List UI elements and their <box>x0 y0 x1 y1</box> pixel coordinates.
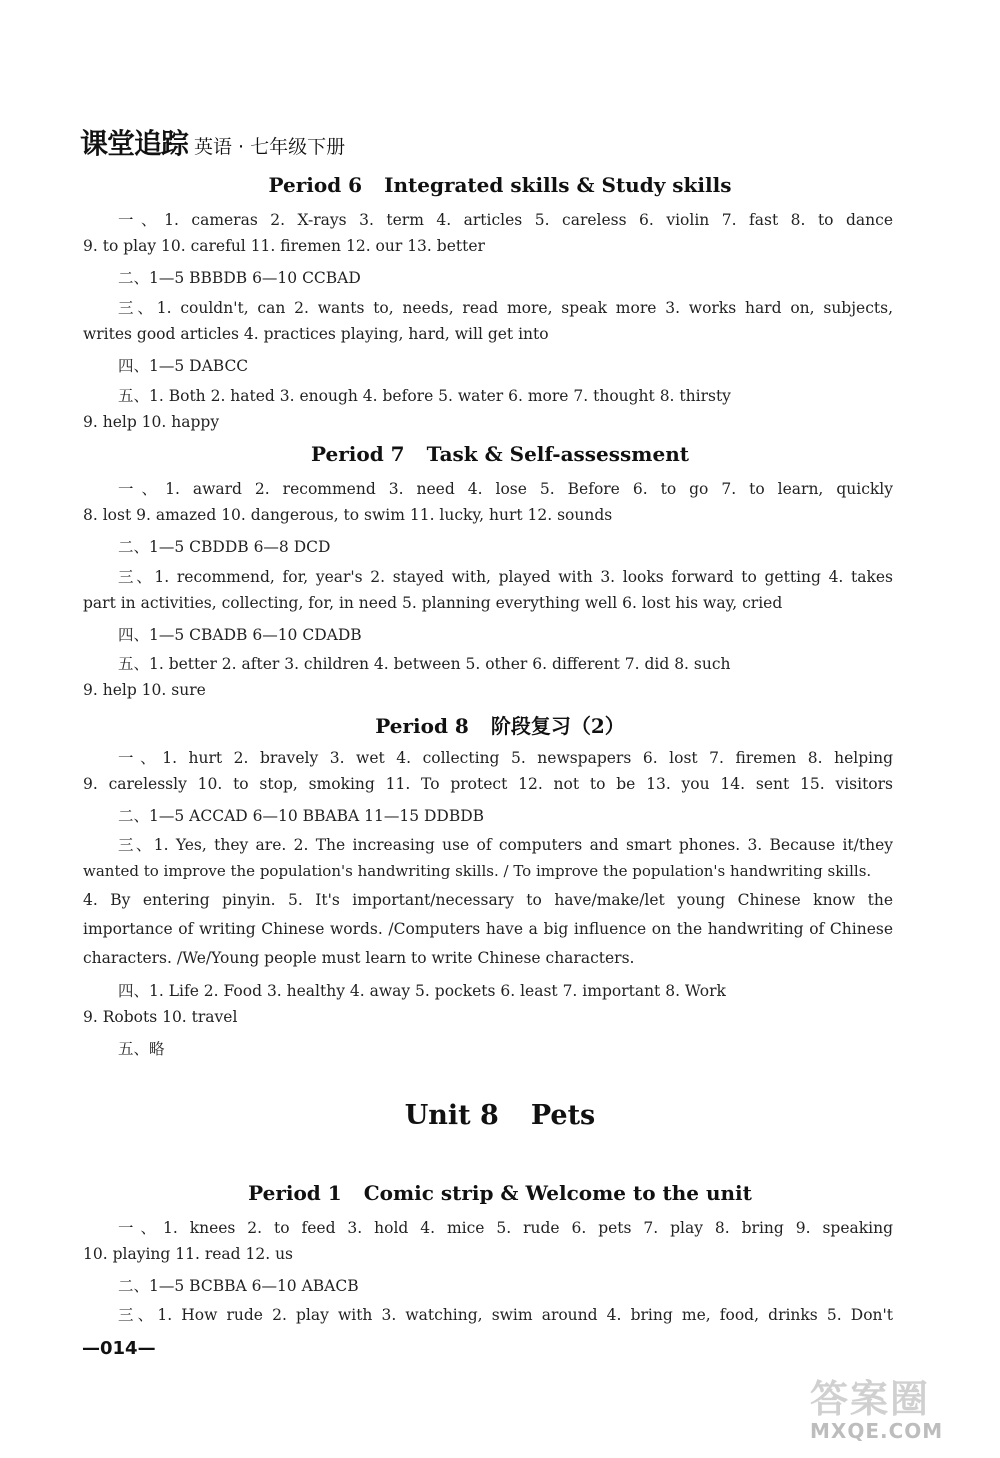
period7-line-1: 一、1. award 2. recommend 3. need 4. lose 5. Before 6. to go 7. to learn, quickly <box>118 480 893 498</box>
period6-line-8: 9. help 10. happy <box>83 413 220 431</box>
period8-line-5: wanted to improve the population's handwriting skills. / To improve the population's handwriting skills. <box>83 862 872 880</box>
period6-line-7: 五、1. Both 2. hated 3. enough 4. before 5. water 6. more 7. thought 8. thirsty <box>118 387 731 405</box>
period1-title <box>0 1181 1000 1205</box>
period8-line-1: 一、1. hurt 2. bravely 3. wet 4. collecting 5. newspapers 6. lost 7. firemen 8. helping <box>118 749 893 767</box>
period6-line-6: 四、1—5 DABCC <box>118 357 249 375</box>
period1-line-1: 一、1. knees 2. to feed 3. hold 4. mice 5. rude 6. pets 7. play 8. bring 9. speaking <box>118 1219 893 1237</box>
period8-line-7: importance of writing Chinese words. /Computers have a big influence on the handwriting of Chinese <box>83 920 893 938</box>
book-subject: 英语 · 七年级下册 <box>194 136 346 158</box>
period1-number: Period 1 <box>248 1181 342 1205</box>
period1-name: Comic strip & Welcome to the unit <box>363 1181 752 1205</box>
unit8-title <box>0 1100 1000 1131</box>
period7-line-4: 三、1. recommend, for, year's 2. stayed with, played with 3. looks forward to getting 4. takes <box>118 568 893 586</box>
period6-line-1: 一、1. cameras 2. X-rays 3. term 4. articles 5. careless 6. violin 7. fast 8. to dance <box>118 211 893 229</box>
period7-line-3: 二、1—5 CBDDB 6—8 DCD <box>118 538 331 556</box>
period7-line-5: part in activities, collecting, for, in need 5. planning everything well 6. lost his way, cried <box>83 594 783 612</box>
book-brand: 课堂追踪 <box>80 127 189 160</box>
period8-number: Period 8 <box>375 714 469 738</box>
unit8-name: Pets <box>530 1100 596 1131</box>
period6-line-2: 9. to play 10. careful 11. firemen 12. our 13. better <box>83 237 485 255</box>
period7-line-8: 9. help 10. sure <box>83 681 206 699</box>
period6-line-3: 二、1—5 BBBDB 6—10 CCBAD <box>118 269 361 287</box>
page-number: —014— <box>82 1338 156 1359</box>
period1-line-4: 三、1. How rude 2. play with 3. watching, swim around 4. bring me, food, drinks 5. Don't <box>118 1306 893 1324</box>
period1-line-2: 10. playing 11. read 12. us <box>83 1245 294 1263</box>
unit8-number: Unit 8 <box>404 1100 499 1131</box>
period8-name: 阶段复习（2） <box>490 714 625 738</box>
period7-title <box>0 442 1000 466</box>
period6-line-5: writes good articles 4. practices playing, hard, will get into <box>83 325 549 343</box>
period6-name: Integrated skills & Study skills <box>384 173 732 197</box>
period7-name: Task & Self-assessment <box>426 442 689 466</box>
period7-number: Period 7 <box>311 442 405 466</box>
period6-title <box>0 173 1000 197</box>
period6-number: Period 6 <box>268 173 363 197</box>
period7-line-6: 四、1—5 CBADB 6—10 CDADB <box>118 626 362 644</box>
period6-line-4: 三、1. couldn't, can 2. wants to, needs, read more, speak more 3. works hard on, subjects, <box>118 299 893 317</box>
period8-line-3: 二、1—5 ACCAD 6—10 BBABA 11—15 DDBDB <box>118 807 485 825</box>
period7-line-2: 8. lost 9. amazed 10. dangerous, to swim 11. lucky, hurt 12. sounds <box>83 506 613 524</box>
book-header <box>80 122 345 162</box>
period8-line-10: 9. Robots 10. travel <box>83 1008 238 1026</box>
site-watermark <box>810 1368 990 1448</box>
period8-line-6: 4. By entering pinyin. 5. It's important/necessary to have/make/let young Chinese know the <box>83 891 893 909</box>
period8-line-9: 四、1. Life 2. Food 3. healthy 4. away 5. pockets 6. least 7. important 8. Work <box>118 982 726 1000</box>
period8-line-8: characters. /We/Young people must learn to write Chinese characters. <box>83 949 635 967</box>
period1-line-3: 二、1—5 BCBBA 6—10 ABACB <box>118 1277 359 1295</box>
watermark-url: MXQE.COM <box>810 1419 944 1443</box>
period8-line-4: 三、1. Yes, they are. 2. The increasing use of computers and smart phones. 3. Because it/they <box>118 836 893 854</box>
period8-title <box>0 710 1000 739</box>
period8-line-11: 五、略 <box>118 1040 165 1058</box>
period8-line-2: 9. carelessly 10. to stop, smoking 11. To protect 12. not to be 13. you 14. sent 15. visitors <box>83 775 893 793</box>
period7-line-7: 五、1. better 2. after 3. children 4. between 5. other 6. different 7. did 8. such <box>118 655 731 673</box>
watermark-logo: 答案圈 <box>810 1377 931 1421</box>
